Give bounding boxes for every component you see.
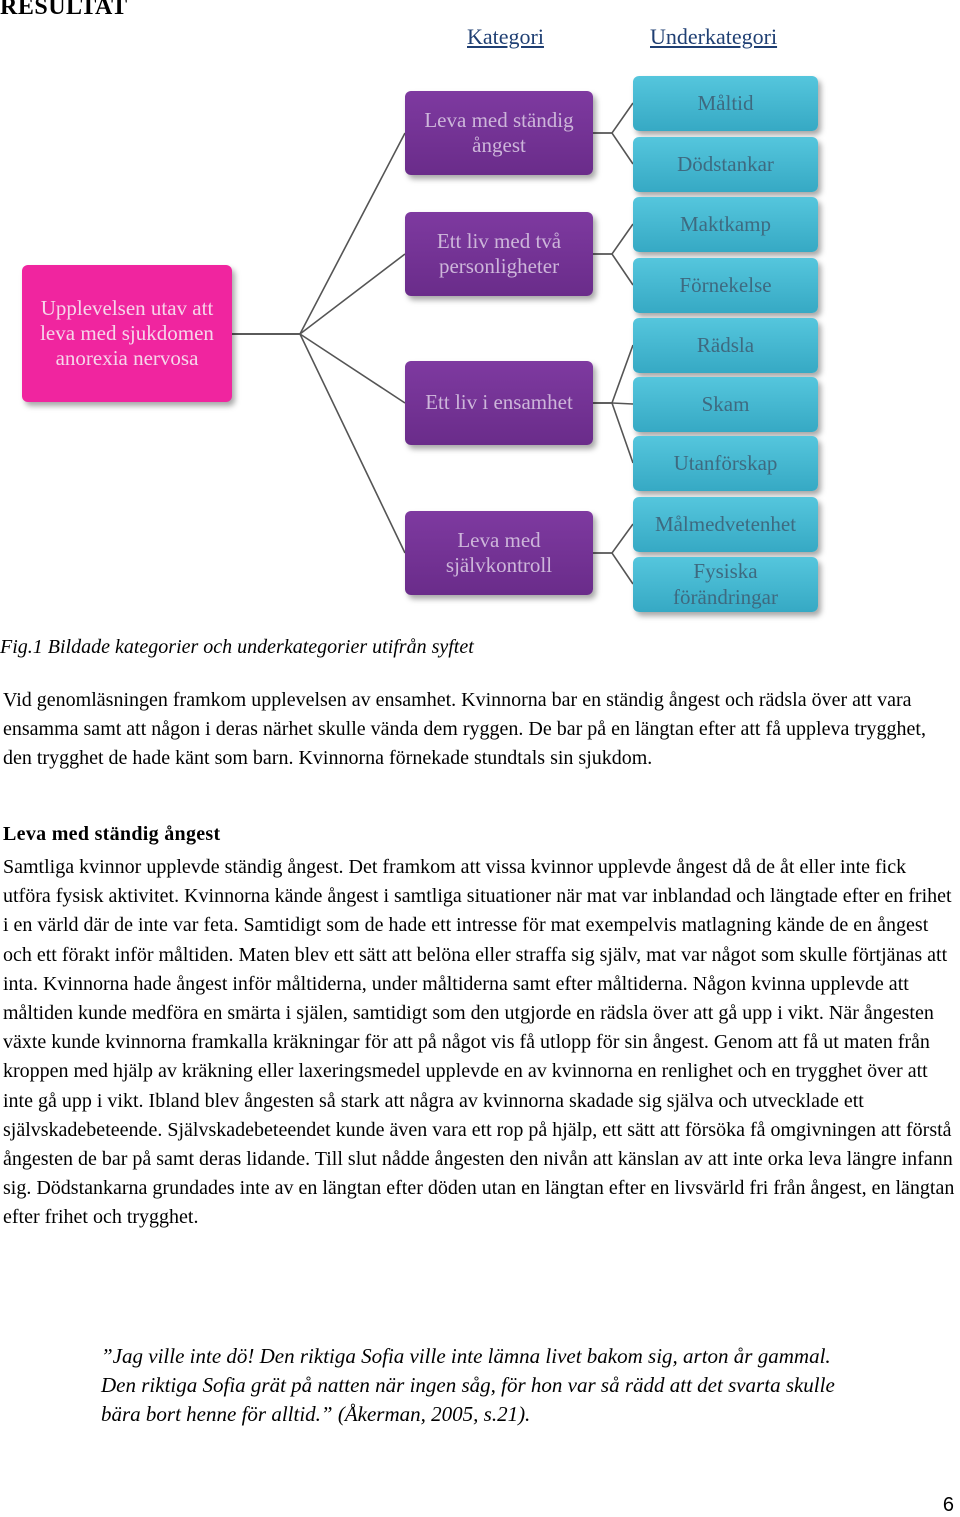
column-header-category: Kategori bbox=[467, 24, 544, 49]
subcategory-node: Måltid bbox=[633, 76, 818, 131]
category-node: Ett liv med två personligheter bbox=[405, 212, 593, 296]
section-paragraph: Samtliga kvinnor upplevde ständig ångest. Det framkom att vissa kvinnor upplevde ångest då de åt eller inte fick utföra fysisk aktivitet. Kvinnorna kände ångest i samtliga situationer när mat var inblandad och längtade efter en frihet i en värld där de inte var feta. Samtidigt som de hade ett intresse för mat exempelvis matlagning kände de en ångest och ett förakt inför måltiden. Maten blev ett sätt att belöna eller straffa sig själv, mat var något som skulle förtjänas att inta. Kvinnorna hade ångest inför måltiderna, under måltiderna samt efter måltiderna. Någon kvinna upplevde att måltiden kunde medföra en smärta i själen, samtidigt som den utgjorde en rädsla över att gå upp i vikt. När ångesten växte kunde kvinnorna framkalla kräkningar för att på något vis få utlopp för sin ångest. Genom att få ut maten från kroppen med hjälp av kräkning eller laxeringsmedel upplevde en av kvinnorna en renlighet och en trygghet över att inte gå upp i vikt. Ibland blev ångesten så stark att några av kvinnorna skadade sig själva och utvecklade ett självskadebeteende. Självskadebeteendet kunde även vara ett rop på hjälp, ett sätt att försöka få omgivningen att förstå ångesten de bar på samt deras lidande. Till slut nådde ångesten den nivån att känslan av att inte orka leva längre infann sig. Dödstankarna grundades inte av en längtan efter döden utan en längtan efter en livsvärld fri från ångest, en längtan efter frihet och trygghet. bbox=[3, 856, 955, 1229]
connector-cat2-sub6 bbox=[593, 403, 633, 463]
block-quote: ”Jag ville inte dö! Den riktiga Sofia ville inte lämna livet bakom sig, arton år gammal. Den riktiga Sofia grät på natten när ingen såg, för hon var så rädd att det svarta skulle bära bort henne för alltid.” (Åkerman, 2005, s.21). bbox=[101, 1344, 835, 1427]
subcategory-node: Maktkamp bbox=[633, 197, 818, 252]
category-diagram bbox=[0, 0, 960, 640]
subcategory-node: Dödstankar bbox=[633, 137, 818, 192]
page-heading: RESULTAT bbox=[0, 0, 128, 20]
root-node: Upplevelsen utav att leva med sjukdomen anorexia nervosa bbox=[22, 265, 232, 402]
subcategory-node: Målmedvetenhet bbox=[633, 497, 818, 552]
category-node: Leva med ständig ångest bbox=[405, 91, 593, 175]
category-node: Ett liv i ensamhet bbox=[405, 361, 593, 445]
column-header-subcategory: Underkategori bbox=[650, 24, 778, 49]
page-number: 6 bbox=[942, 1494, 954, 1516]
connector-root-cat-3 bbox=[232, 334, 405, 553]
subcategory-node: Skam bbox=[633, 377, 818, 432]
section-title: Leva med ständig ångest bbox=[3, 823, 221, 845]
connector-cat3-sub8 bbox=[593, 553, 633, 584]
connector-root-cat-0 bbox=[232, 133, 405, 334]
connector-cat1-sub3 bbox=[593, 254, 633, 285]
connector-cat0-sub0 bbox=[593, 103, 633, 133]
category-node: Leva med självkontroll bbox=[405, 511, 593, 595]
connector-cat1-sub2 bbox=[593, 224, 633, 254]
subcategory-node: Utanförskap bbox=[633, 436, 818, 491]
connector-cat0-sub1 bbox=[593, 133, 633, 164]
subcategory-node: Förnekelse bbox=[633, 258, 818, 313]
figure-caption: Fig.1 Bildade kategorier och underkategorier utifrån syftet bbox=[0, 636, 474, 658]
subcategory-node: Fysiska förändringar bbox=[633, 557, 818, 612]
connector-root-cat-2 bbox=[232, 334, 405, 403]
subcategory-node: Rädsla bbox=[633, 318, 818, 373]
connector-root-cat-1 bbox=[232, 254, 405, 334]
intro-paragraph: Vid genomläsningen framkom upplevelsen av ensamhet. Kvinnorna bar en ständig ångest och rädsla över att vara ensamma samt att någon i deras närhet skulle vända dem ryggen. De bar på en längtan efter att få uppleva trygghet, den trygghet de hade känt som barn. Kvinnorna förnekade stundtals sin sjukdom. bbox=[3, 689, 926, 770]
connector-cat2-sub4 bbox=[593, 345, 633, 403]
connector-cat3-sub7 bbox=[593, 524, 633, 553]
